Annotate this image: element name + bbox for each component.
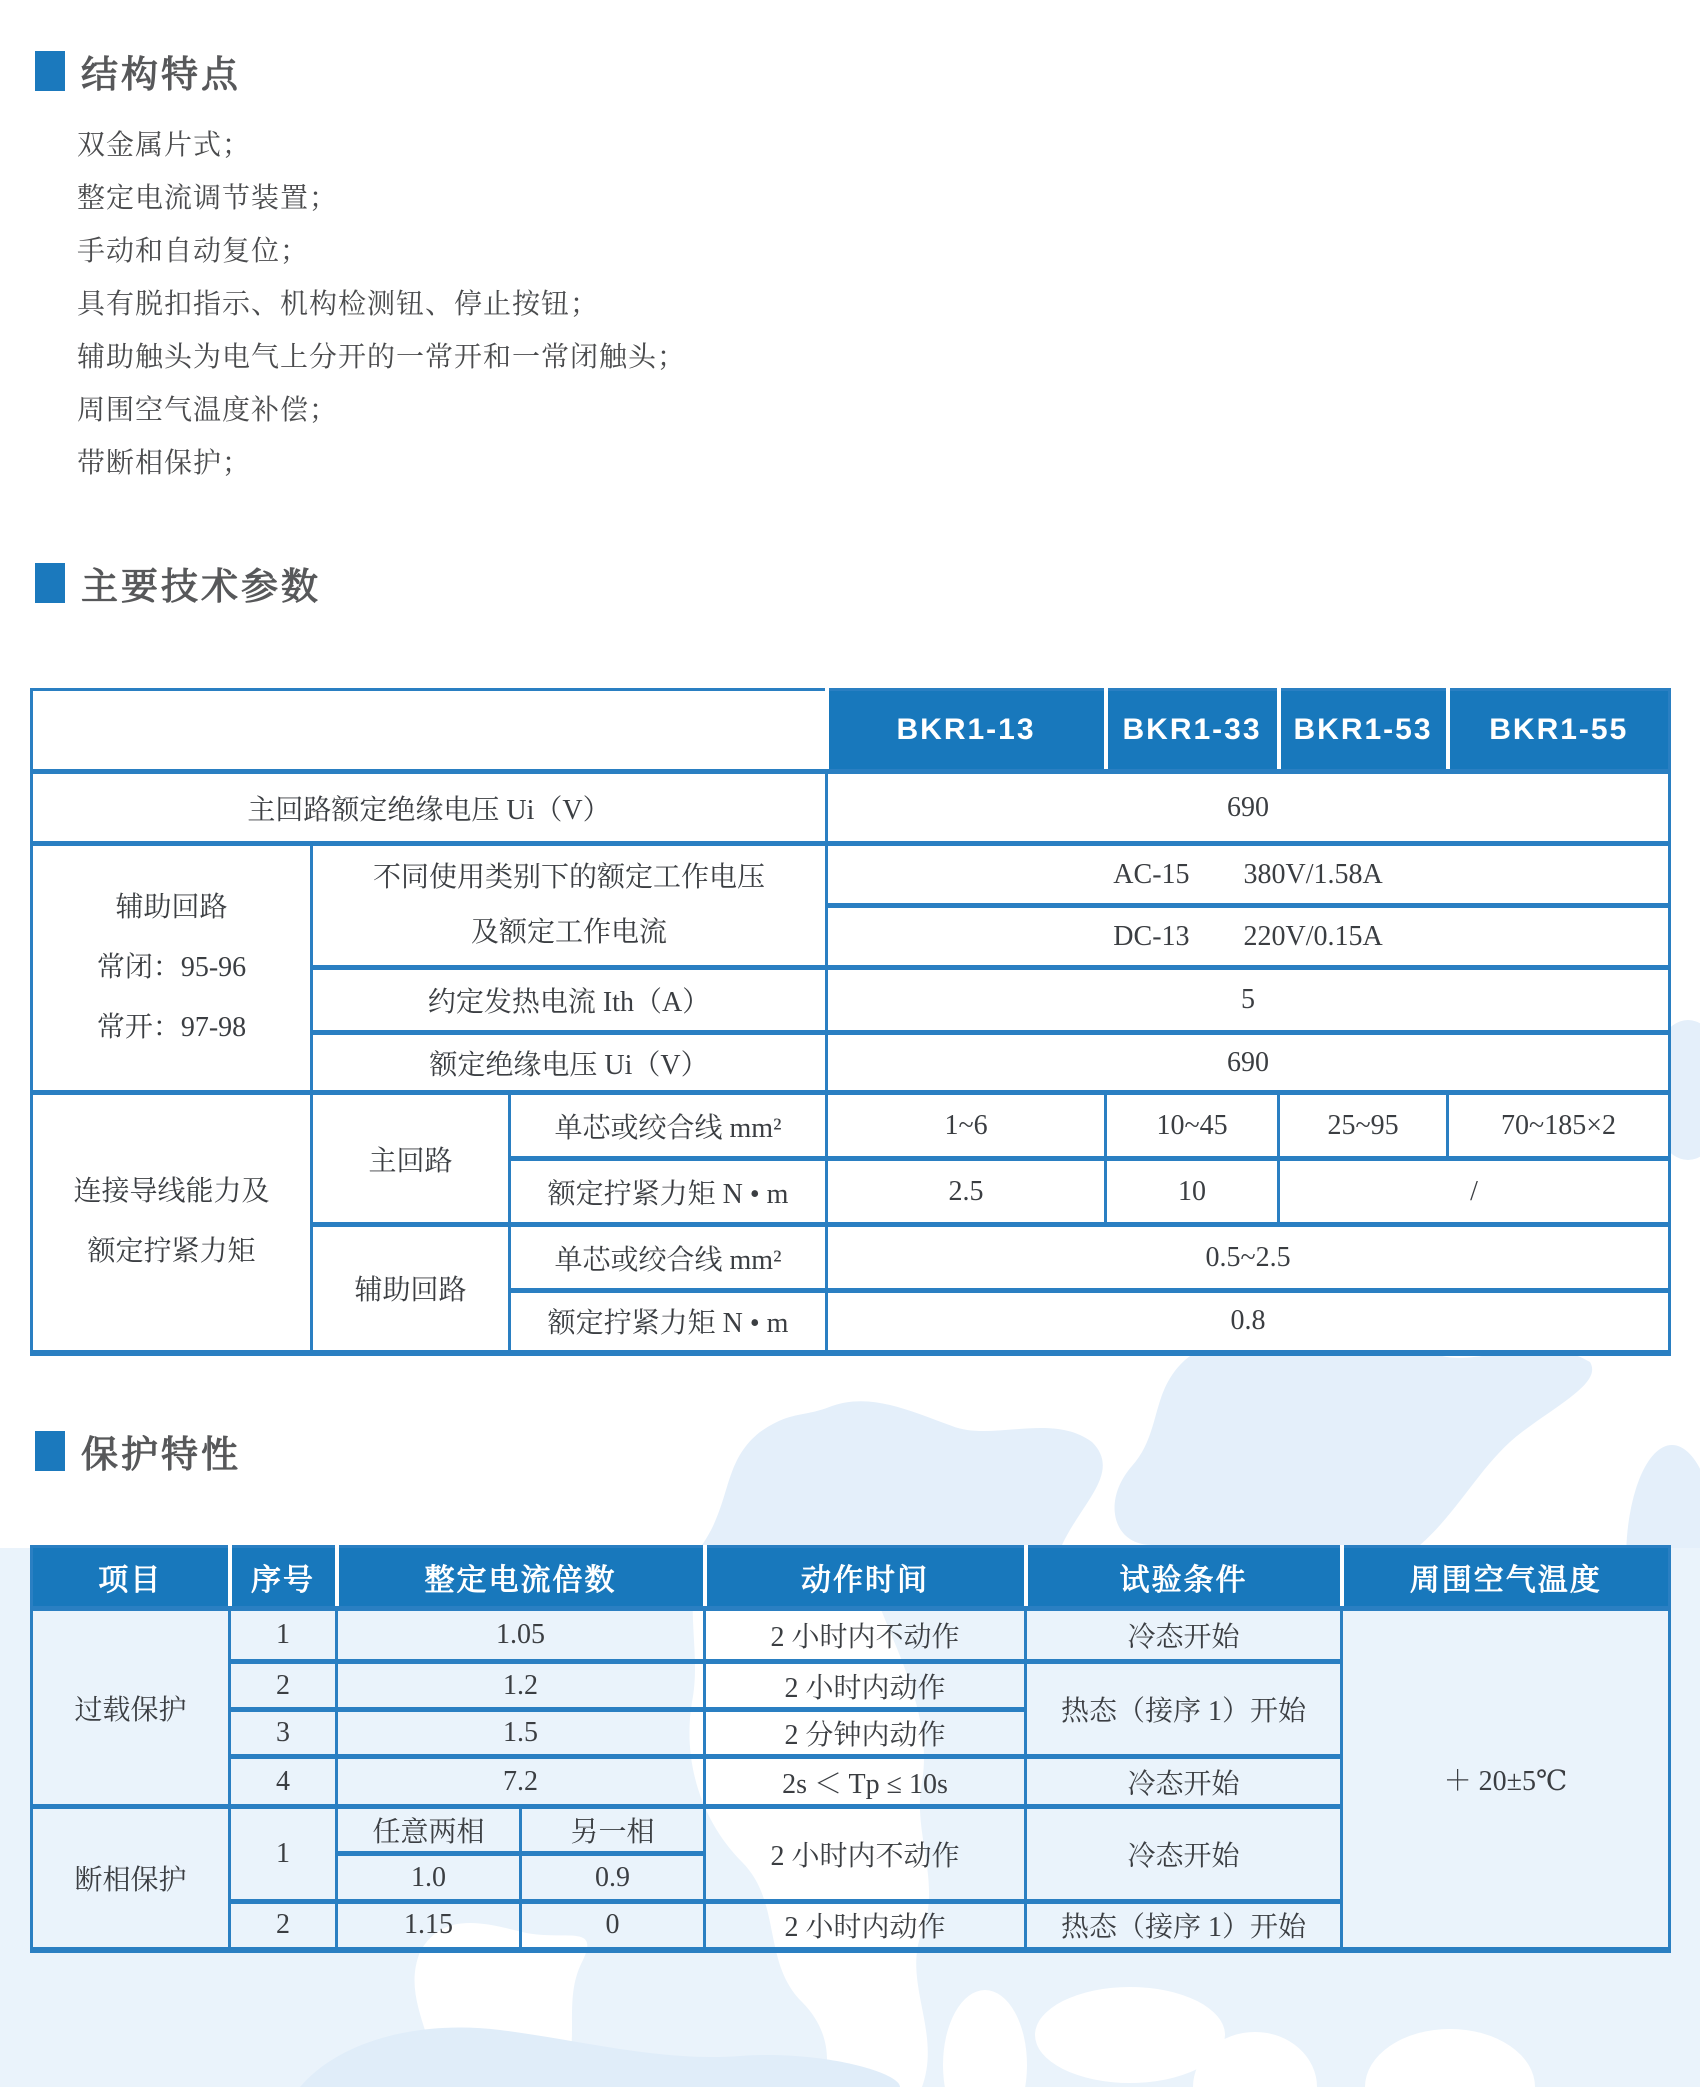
feature-item: 辅助触头为电气上分开的一常开和一常闭触头； [77,341,687,372]
section-title-params: 主要技术参数 [81,566,321,607]
t2-phase-label: 断相保护 [32,1807,230,1950]
t2-subheader-two-phase: 任意两相 [337,1807,521,1854]
feature-item: 带断相保护； [77,447,252,478]
t1-torque-row-label: 额定拧紧力矩 N • m [510,1291,827,1353]
usage-dc-class: DC-13 [1113,920,1190,952]
t2-header-row [32,1547,1670,1609]
t2-cell-multiple: 1.5 [337,1710,705,1757]
aux-group-line: 辅助回路 [115,891,228,923]
usage-dc-rating: 220V/0.15A [1243,920,1383,952]
t1-model-header: BKR1-53 [1279,690,1448,772]
t2-cell-time: 2 小时内动作 [705,1662,1026,1710]
usage-label-line: 及额定工作电流 [471,916,668,948]
t1-main-torque-value: / [1279,1159,1670,1225]
t1-main-wire-value: 1~6 [827,1093,1106,1159]
t2-cell-time: 2 分钟内动作 [705,1710,1026,1757]
t2-cell-condition: 热态（接序 1）开始 [1026,1662,1342,1757]
t1-row-main-wire [32,1093,1670,1159]
t1-aux-ui-value: 690 [827,1033,1670,1093]
section-heading-protection [35,1424,241,1478]
t1-main-wire-value: 70~185×2 [1448,1093,1670,1159]
t1-main-torque-value: 2.5 [827,1159,1106,1225]
t1-aux-circuit-label: 辅助回路 [312,1225,510,1353]
t2-cell-condition: 热态（接序 1）开始 [1026,1902,1342,1950]
feature-item: 双金属片式； [77,129,252,160]
t2-cell-no: 4 [230,1757,337,1807]
t2-header-condition: 试验条件 [1026,1547,1342,1609]
t1-main-ui-label: 主回路额定绝缘电压 Ui（V） [32,772,827,844]
aux-group-line: 常闭：95-96 [96,951,247,983]
t2-subheader-other-phase: 另一相 [521,1807,705,1854]
t2-cell-multiple: 7.2 [337,1757,705,1807]
corner-label-model: 型号 [674,708,739,741]
features-list [77,118,686,489]
technical-parameters-table [30,688,1671,1356]
section-bullet-icon [35,563,65,603]
t1-model-header: BKR1-55 [1448,690,1670,772]
t2-header-ambient: 周围空气温度 [1342,1547,1670,1609]
section-heading-features [35,44,241,98]
section-bullet-icon [35,1431,65,1471]
t1-ith-label: 约定发热电流 Ith（A） [312,968,827,1033]
t1-main-ui-value: 690 [827,772,1670,844]
t1-wire-row-label: 单芯或绞合线 mm² [510,1093,827,1159]
section-title-features: 结构特点 [81,54,241,95]
t1-aux-circuit-group-label [32,844,312,1093]
section-bullet-icon [35,51,65,91]
t2-ambient-temp-value: ＋ 20±5℃ [1342,1609,1670,1950]
protection-characteristics-table [30,1545,1671,1953]
feature-item: 具有脱扣指示、机构检测钮、停止按钮； [77,288,600,319]
t2-cell-no: 1 [230,1609,337,1662]
t1-model-header: BKR1-13 [827,690,1106,772]
t2-cell-condition: 冷态开始 [1026,1757,1342,1807]
t2-cell-other-phase: 0 [521,1902,705,1950]
t2-cell-two-phase: 1.15 [337,1902,521,1950]
corner-label-param: 参数 [57,726,121,759]
t2-header-multiple: 整定电流倍数 [337,1547,705,1609]
t2-cell-time: 2 小时内不动作 [705,1807,1026,1902]
t2-cell-condition: 冷态开始 [1026,1807,1342,1902]
t2-cell-no: 1 [230,1807,337,1902]
t1-aux-torque-value: 0.8 [827,1291,1670,1353]
feature-item: 手动和自动复位； [77,235,310,266]
t1-torque-row-label: 额定拧紧力矩 N • m [510,1159,827,1225]
t1-usage-ac-value [827,844,1670,906]
t2-header-item: 项目 [32,1547,230,1609]
usage-label-line: 不同使用类别下的额定工作电压 [373,861,766,893]
t2-cell-no: 2 [230,1902,337,1950]
t2-cell-no: 3 [230,1710,337,1757]
t1-main-circuit-label: 主回路 [312,1093,510,1225]
usage-ac-rating: 380V/1.58A [1243,858,1383,890]
t1-corner-cell [32,690,827,772]
section-heading-params [35,556,321,610]
t1-model-header: BKR1-33 [1106,690,1279,772]
t1-main-wire-value: 10~45 [1106,1093,1279,1159]
feature-item: 周围空气温度补偿； [77,394,339,425]
t1-aux-wire-value: 0.5~2.5 [827,1225,1670,1291]
t1-usage-label [312,844,827,968]
t1-ith-value: 5 [827,968,1670,1033]
t2-cell-multiple: 1.2 [337,1662,705,1710]
t2-header-no: 序号 [230,1547,337,1609]
t2-cell-two-phase: 1.0 [337,1854,521,1902]
t1-row-main-ui [32,772,1670,844]
t1-main-torque-value: 10 [1106,1159,1279,1225]
t1-row-usage-ac [32,844,1670,906]
aux-group-line: 常开：97-98 [96,1012,247,1044]
t1-aux-ui-label: 额定绝缘电压 Ui（V） [312,1033,827,1093]
section-title-protection: 保护特性 [81,1434,241,1475]
feature-item: 整定电流调节装置； [77,182,339,213]
t1-wire-row-label: 单芯或绞合线 mm² [510,1225,827,1291]
t1-wire-capacity-group-label [32,1093,312,1353]
t2-overload-row-1 [32,1609,1670,1662]
t2-cell-time: 2 小时内不动作 [705,1609,1026,1662]
t2-cell-condition: 冷态开始 [1026,1609,1342,1662]
t2-header-time: 动作时间 [705,1547,1026,1609]
t2-cell-no: 2 [230,1662,337,1710]
usage-ac-class: AC-15 [1113,858,1190,890]
wire-group-line: 连接导线能力及 [73,1176,270,1208]
t2-cell-time: 2 小时内动作 [705,1902,1026,1950]
t1-usage-dc-value [827,906,1670,968]
t1-main-wire-value: 25~95 [1279,1093,1448,1159]
t2-overload-label: 过载保护 [32,1609,230,1807]
t2-cell-other-phase: 0.9 [521,1854,705,1902]
t2-cell-time: 2s ＜ Tp ≤ 10s [705,1757,1026,1807]
wire-group-line: 额定拧紧力矩 [87,1236,256,1268]
t2-cell-multiple: 1.05 [337,1609,705,1662]
t1-header-row [32,690,1670,772]
